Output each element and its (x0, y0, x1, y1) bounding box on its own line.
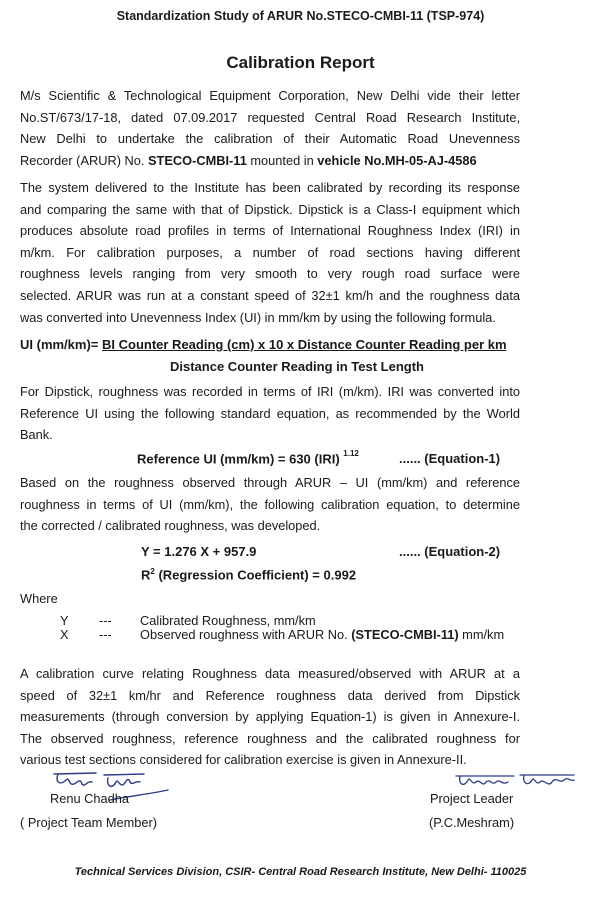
report-header: Standardization Study of ARUR No.STECO-CMBI-11 (TSP-974) (116, 9, 485, 23)
annexure-line-1: A calibration curve relating Roughness data measured/observed with ARUR at a (20, 666, 520, 681)
where-label: Where (20, 591, 58, 606)
formula-numerator: BI Counter Reading (cm) x 10 x Distance Counter Reading per km (102, 337, 507, 352)
r-squared-text: (Regression Coefficient) = 0.992 (154, 567, 357, 583)
method-line-3: produces absolute road profiles in terms of International Roughness Index (IRI) in (20, 223, 520, 239)
ui-formula (20, 337, 520, 374)
annexure-line-3: measurements (through conversion by applying Equation-1) is given in Annexure-I. (20, 709, 520, 725)
definition-text: Calibrated Roughness, mm/km (140, 613, 316, 628)
dipstick-line-3: Bank. (20, 427, 53, 443)
definition-symbol: X (60, 627, 69, 642)
arur-number: STECO-CMBI-11 (148, 152, 247, 168)
method-line-7: was converted into Unevenness Index (UI) in mm/km by using the following formula. (20, 309, 496, 325)
method-line-2: and comparing the same with that of Dipstick. Dipstick is a Class-I equipment which (20, 201, 520, 217)
definition-description (140, 613, 316, 628)
right-signatory-name: (P.C.Meshram) (429, 815, 515, 830)
annexure-paragraph (20, 663, 520, 771)
equation-2: Y = 1.276 X + 957.9 (141, 544, 257, 559)
annexure-line-5: various test sections considered for calibration exercise is given in Annexure-II. (20, 752, 467, 768)
equation-1-label: ...... (Equation-1) (399, 451, 501, 466)
r-squared-symbol: R (141, 567, 151, 583)
definition-description (140, 627, 504, 642)
intro-line-3: New Delhi to undertake the calibration of their Automatic Road Unevenness (20, 131, 520, 147)
annexure-line-2: speed of 32±1 km/hr and Reference roughness data derived from Dipstick (20, 687, 520, 703)
method-line-1: The system delivered to the Institute has been calibrated by recording its response (20, 180, 520, 195)
definition-dash: --- (99, 613, 112, 628)
equation-1-exponent: 1.12 (343, 449, 359, 458)
method-line-6: selected. ARUR was run at a constant speed of 32±1 km/h and the roughness data (20, 287, 520, 303)
method-paragraph (20, 177, 520, 328)
definition-unit: mm/km (458, 627, 505, 642)
report-title: Calibration Report (226, 53, 375, 72)
intro-line-1: M/s Scientific & Technological Equipment Corporation, New Delhi vide their letter (20, 88, 520, 103)
arur-number: (STECO-CMBI-11) (351, 627, 459, 642)
report-footer: Technical Services Division, CSIR- Central Road Research Institute, New Delhi- 110025 (74, 866, 527, 878)
method-line-4: m/km. For calibration purposes, a number of road sections having different (20, 244, 520, 260)
dipstick-line-1: For Dipstick, roughness was recorded in terms of IRI (m/km). IRI was converted into (20, 384, 520, 399)
equation-1-text: Reference UI (mm/km) = 630 (IRI) (137, 451, 340, 467)
intro-paragraph (20, 85, 520, 171)
left-signatory-name: Renu Chadha (50, 791, 129, 806)
intro-line-4 (20, 150, 520, 172)
r-squared-exponent: 2 (150, 567, 155, 576)
definition-text: Observed roughness with ARUR No. (140, 627, 352, 642)
equation-1 (137, 451, 359, 466)
method-line-5: roughness levels ranging from very smooth to very rough road surface were (20, 266, 520, 282)
definition-dash: --- (99, 627, 112, 642)
intro-text: Recorder (ARUR) No. (20, 152, 148, 168)
dipstick-line-2: Reference UI using the following standard equation, as recommended by the World (20, 405, 520, 421)
calibration-line-1: Based on the roughness observed through ARUR – UI (mm/km) and reference (20, 475, 520, 490)
intro-text: mounted in (246, 152, 318, 168)
calibration-line-2: roughness in terms of UI (mm/km), the following calibration equation, to determine (20, 496, 520, 512)
right-signatory-title: Project Leader (430, 791, 514, 806)
formula-lhs: UI (mm/km)= (20, 337, 102, 352)
calibration-line-3: the corrected / calibrated roughness, was developed. (20, 518, 321, 534)
annexure-line-4: The observed roughness, reference roughness and the calibrated roughness for (20, 730, 520, 746)
intro-line-2: No.ST/673/17-18, dated 07.09.2017 requested Central Road Research Institute, (20, 109, 520, 125)
dipstick-paragraph (20, 381, 520, 446)
left-signatory-role: ( Project Team Member) (20, 815, 158, 830)
definition-symbol: Y (60, 613, 69, 628)
equation-2-label: ...... (Equation-2) (399, 544, 501, 559)
regression-coefficient (141, 567, 356, 582)
formula-denominator: Distance Counter Reading in Test Length (170, 359, 425, 374)
vehicle-number: vehicle No.MH-05-AJ-4586 (317, 152, 477, 168)
calibration-paragraph (20, 472, 520, 537)
